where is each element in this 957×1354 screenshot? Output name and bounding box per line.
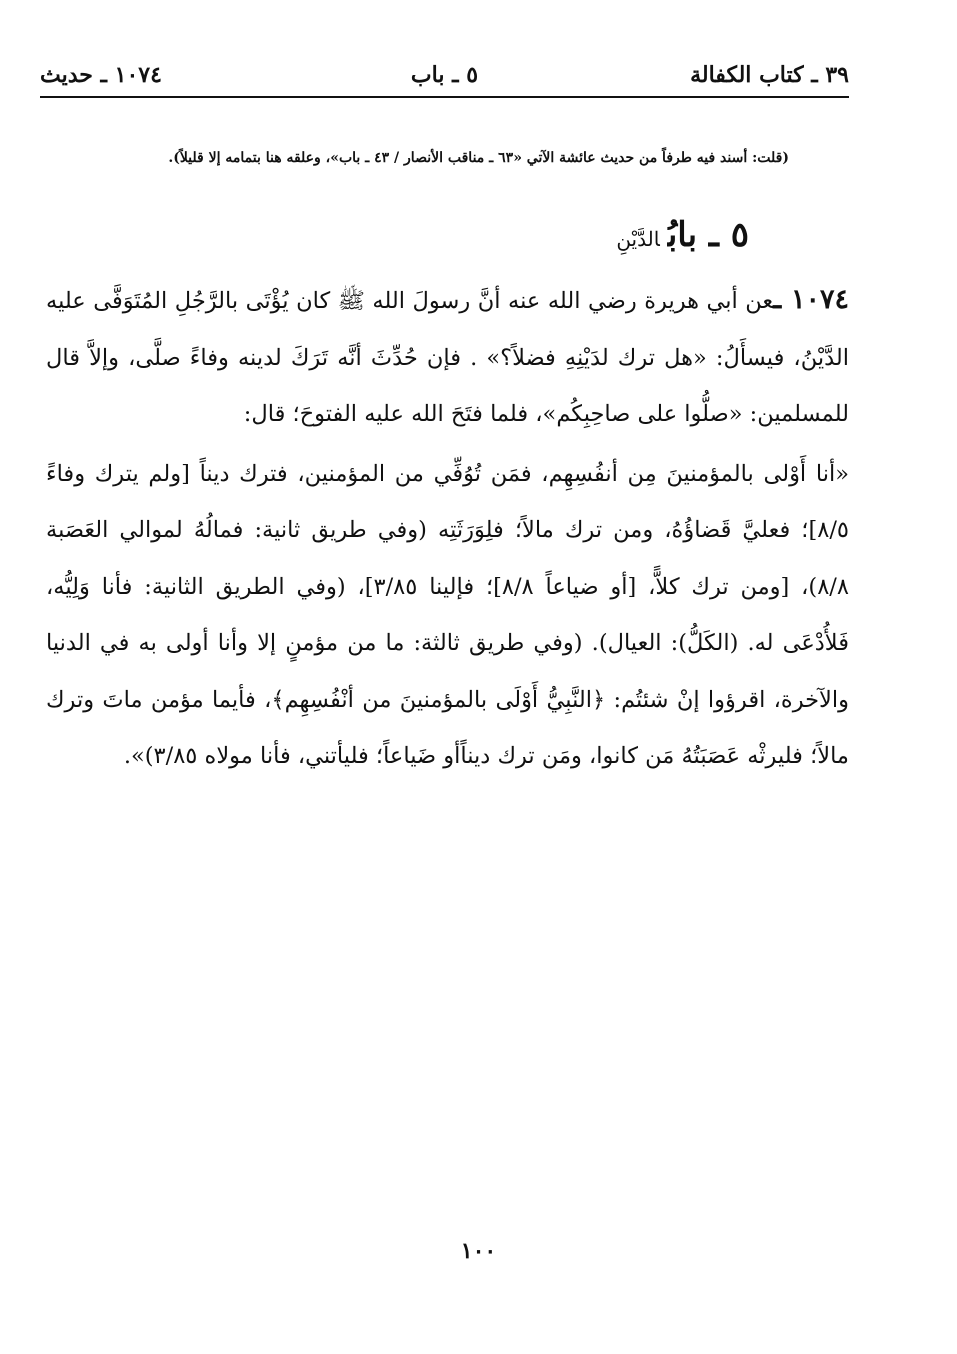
header-divider — [40, 96, 849, 98]
header-book-title: ٣٩ ـ كتاب الكفالة — [690, 62, 849, 88]
header-hadith-number: ١٠٧٤ ـ حديث — [40, 62, 162, 88]
hadith-paragraph-2: «أنا أَوْلى بالمؤمنينَ مِن أنفُسِهِم، فمَن تُوُفِّي من المؤمنين، فترك ديناً [ولم يترك وفاءً ٨/٥]؛ فعليَّ قَضاؤُهُ، ومن ترك مالاً؛ فلِوَرَثَتِه (وفي طريق ثانية: فمالُهُ لموالي العَصَبة ٨/٨)، [ومن ترك كلاًّ، [أو ضياعاً ٨/٨]؛ فإلينا ٣/٨٥]، (وفي الطريق الثانية: فأنا وَلِيُّه، فَلأُدْعَى له. (الكَلُّ): العيال). (وفي طريق ثالثة: ما من مؤمنٍ إلا وأنا أولى به في الدنيا والآخرة، اقرؤوا إنْ شئتُم: ﴿النَّبِيُّ أَوْلَى بالمؤمنينَ من أنْفُسِهِم﴾، فأيما مؤمن ماتَ وترك مالاً؛ فليرثْه عَصَبَتُهُ مَن كانوا، ومَن ترك ديناًأو ضَياعاً؛ فليأتني، فأنا مولاه ٣/٨٥)». — [46, 460, 849, 769]
editor-note: (قلت: أسند فيه طرفاً من حديث عائشة الآتي «٦٣ ـ مناقب الأنصار / ٤٣ ـ باب»، وعلقه هنا بتمامه إلا قليلاً). — [168, 150, 789, 166]
section-heading — [616, 210, 749, 264]
section-title: ٥ ـ بابُ — [667, 215, 749, 255]
hadith-paragraph-1 — [46, 272, 849, 443]
hadith-text — [46, 272, 849, 785]
hadith-paragraph-1-text: عن أبي هريرة رضي الله عنه أنَّ رسولَ الله ﷺ كان يُؤْتَى بالرَّجُلِ المُتَوَفَّى عليه الدَّيْنُ، فيسأَلُ: «هل ترك لدَيْنِهِ فضلاً؟» . فإن حُدِّثَ أنَّه تَرَكَ لدينه وفاءً صلَّى، وإلاَّ قال للمسلمين: «صلُّوا على صاحِبِكُم»، فلما فتَحَ الله عليه الفتوحَ؛ قال: — [46, 288, 849, 427]
section-subtitle: الدَّيْنِ — [616, 227, 660, 251]
header-chapter: ٥ ـ باب — [410, 62, 479, 88]
page-number: ١٠٠ — [460, 1238, 497, 1264]
hadith-number: ١٠٧٤ ـ — [773, 284, 849, 315]
running-header — [40, 56, 849, 96]
